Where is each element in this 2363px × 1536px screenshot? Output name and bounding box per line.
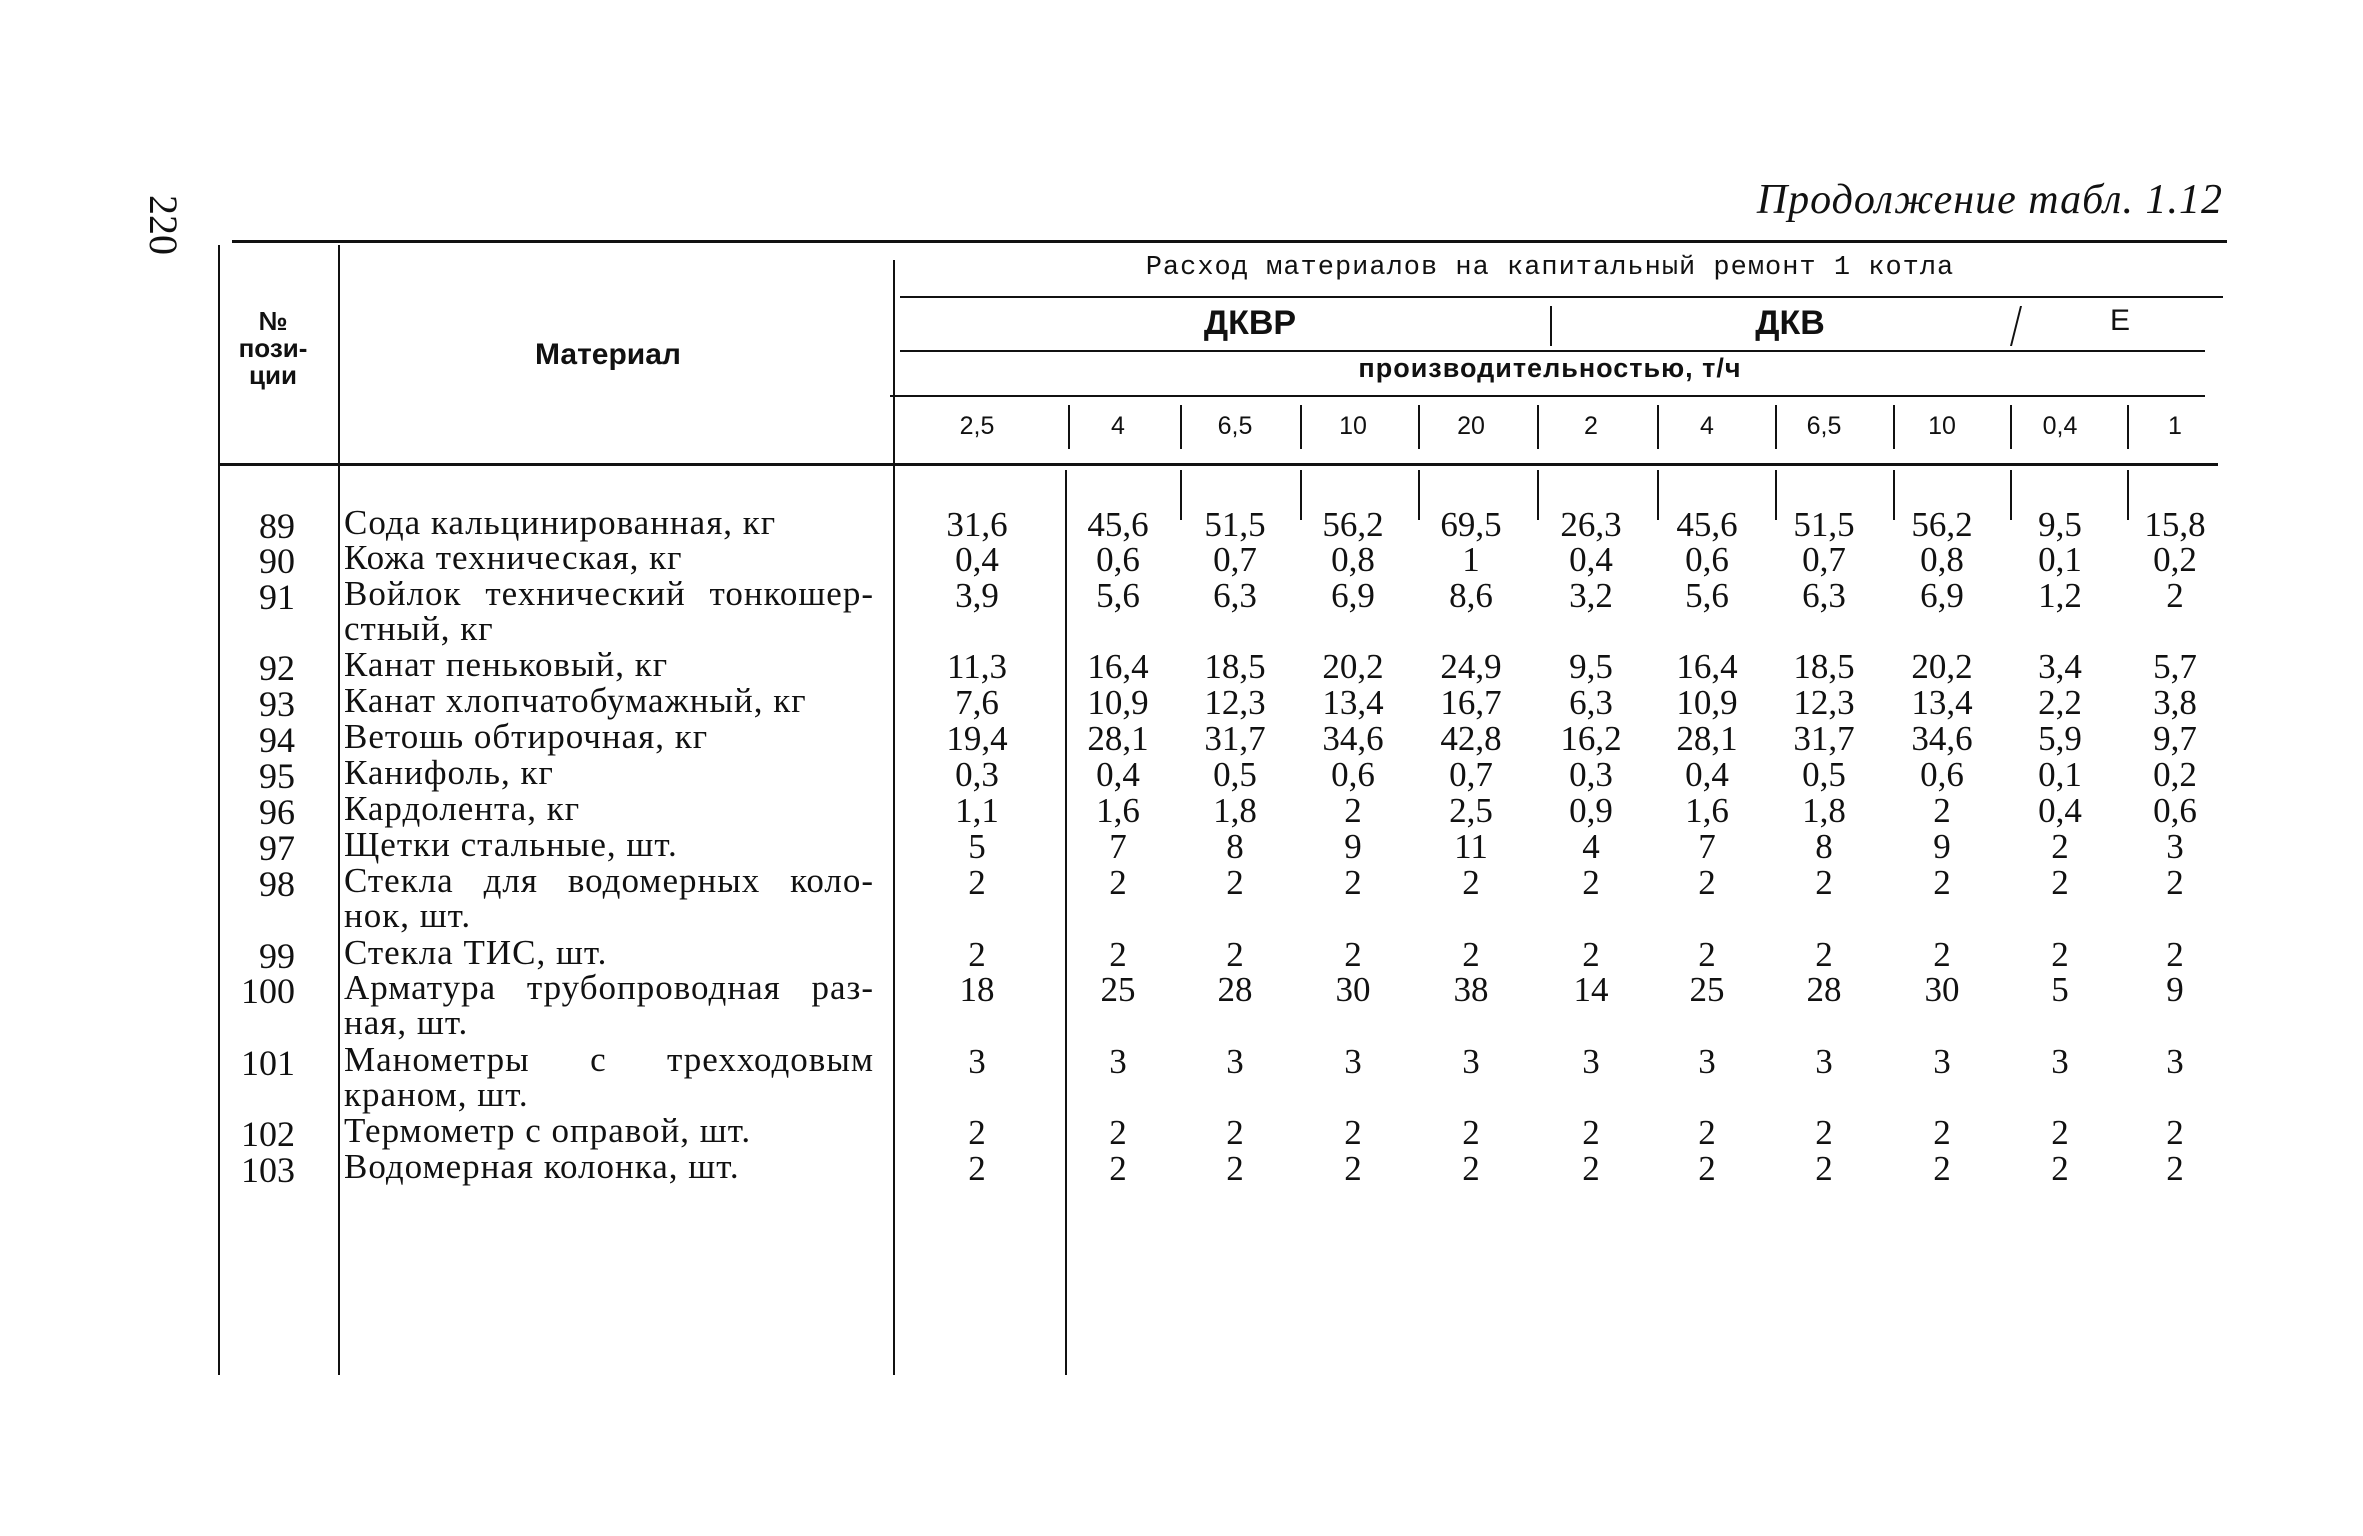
table-cell: 0,1 — [2038, 755, 2082, 794]
table-cell: 3 — [1815, 1042, 1833, 1081]
table-cell: 9 — [2166, 970, 2184, 1009]
table-cell: 0,7 — [1213, 540, 1257, 579]
row-position-number: 96 — [259, 792, 295, 832]
table-cell: 2 — [1109, 863, 1127, 902]
table-cell: 56,2 — [1322, 505, 1384, 544]
table-cell: 3 — [1933, 1042, 1951, 1081]
capacity-column-header: 4 — [1700, 412, 1714, 440]
table-cell: 3 — [2051, 1042, 2069, 1081]
row-material-line: нок, шт. — [344, 896, 472, 935]
capacity-column-header: 2 — [1584, 412, 1598, 440]
table-cell: 28 — [1217, 970, 1253, 1009]
table-cell: 1,8 — [1213, 791, 1257, 830]
table-cell: 25 — [1100, 970, 1136, 1009]
table-cell: 2 — [2166, 1113, 2184, 1152]
table-cell: 51,5 — [1793, 505, 1855, 544]
table-cell: 5,6 — [1096, 576, 1140, 615]
table-cell: 2 — [1462, 1113, 1480, 1152]
table-cell: 2 — [1698, 1149, 1716, 1188]
table-cell: 4 — [1582, 827, 1600, 866]
table-cell: 1,2 — [2038, 576, 2082, 615]
capacity-column-header: 10 — [1928, 412, 1956, 440]
table-cell: 2 — [1344, 935, 1362, 974]
table-cell: 3 — [1109, 1042, 1127, 1081]
table-cell: 2 — [1582, 935, 1600, 974]
table-cell: 2 — [1462, 1149, 1480, 1188]
row-material — [344, 827, 874, 862]
table-cell: 5 — [2051, 970, 2069, 1009]
table-cell: 8,6 — [1449, 576, 1493, 615]
table-cell: 0,8 — [1920, 540, 1964, 579]
table-cell: 2 — [1344, 863, 1362, 902]
table-cell: 2 — [1933, 1113, 1951, 1152]
column-header-divider — [1418, 405, 1420, 449]
table-cell: 9,7 — [2153, 719, 2197, 758]
table-cell: 69,5 — [1440, 505, 1502, 544]
rule — [890, 395, 2205, 397]
row-material — [344, 576, 874, 646]
row-position-number: 92 — [259, 648, 295, 688]
table-cell: 16,2 — [1560, 719, 1622, 758]
table-cell: 30 — [1924, 970, 1960, 1009]
table-cell: 51,5 — [1204, 505, 1266, 544]
table-cell: 18 — [959, 970, 995, 1009]
table-cell: 2 — [1698, 935, 1716, 974]
row-position-number: 91 — [259, 577, 295, 617]
table-cell: 3 — [1462, 1042, 1480, 1081]
table-cell: 2 — [1344, 791, 1362, 830]
row-material-line: стный, кг — [344, 609, 494, 648]
table-cell: 12,3 — [1204, 683, 1266, 722]
table-cell: 3 — [2166, 827, 2184, 866]
row-material-line: Кожа техническая, кг — [344, 538, 683, 577]
table-cell: 2 — [1933, 935, 1951, 974]
row-material — [344, 540, 874, 575]
table-cell: 45,6 — [1676, 505, 1738, 544]
table-cell: 25 — [1689, 970, 1725, 1009]
table-cell: 2 — [2166, 863, 2184, 902]
table-cell: 1,1 — [955, 791, 999, 830]
group-header-dkvr: ДКВР — [1203, 304, 1297, 342]
table-cell: 2 — [2051, 863, 2069, 902]
table-cell: 5 — [968, 827, 986, 866]
table-cell: 8 — [1226, 827, 1244, 866]
table-cell: 2,2 — [2038, 683, 2082, 722]
table-cell: 0,8 — [1331, 540, 1375, 579]
table-cell: 1,6 — [1096, 791, 1140, 830]
table-cell: 6,3 — [1569, 683, 1613, 722]
table-cell: 26,3 — [1560, 505, 1622, 544]
table-cell: 2 — [1815, 1113, 1833, 1152]
capacity-column-header: 2,5 — [959, 412, 995, 440]
table-cell: 0,1 — [2038, 540, 2082, 579]
table-cell: 2 — [1582, 1113, 1600, 1152]
table-cell: 3 — [1344, 1042, 1362, 1081]
rule — [232, 240, 2227, 243]
table-cell: 3,4 — [2038, 647, 2082, 686]
table-cell: 9 — [1344, 827, 1362, 866]
table-cell: 15,8 — [2144, 505, 2206, 544]
table-cell: 0,6 — [1096, 540, 1140, 579]
table-cell: 11,3 — [947, 647, 1007, 686]
row-material-line: Манометры с трехходовым — [344, 1040, 874, 1079]
table-cell: 3,8 — [2153, 683, 2197, 722]
table-cell: 9,5 — [2038, 505, 2082, 544]
position-header: № пози- ции — [238, 306, 308, 390]
table-cell: 8 — [1815, 827, 1833, 866]
capacity-column-header: 6,5 — [1217, 412, 1253, 440]
row-material — [344, 505, 874, 540]
table-cell: 5,6 — [1685, 576, 1729, 615]
table-cell: 6,3 — [1802, 576, 1846, 615]
table-cell: 56,2 — [1911, 505, 1973, 544]
table-cell: 3,2 — [1569, 576, 1613, 615]
row-material — [344, 935, 874, 970]
table-cell: 16,7 — [1440, 683, 1502, 722]
column-rule — [338, 245, 340, 1375]
table-cell: 3 — [968, 1042, 986, 1081]
capacity-column-header: 6,5 — [1806, 412, 1842, 440]
table-cell: 2 — [2051, 827, 2069, 866]
row-position-number: 99 — [259, 936, 295, 976]
group-divider — [1550, 306, 1552, 346]
row-material-line: Термометр с оправой, шт. — [344, 1111, 752, 1150]
table-cell: 0,5 — [1802, 755, 1846, 794]
row-position-number: 102 — [241, 1114, 295, 1154]
table-cell: 6,9 — [1920, 576, 1964, 615]
table-cell: 9,5 — [1569, 647, 1613, 686]
table-cell: 2 — [1815, 935, 1833, 974]
row-material — [344, 970, 874, 1040]
row-material — [344, 1113, 874, 1148]
table-cell: 2 — [1344, 1113, 1362, 1152]
table-cell: 1 — [1462, 540, 1480, 579]
table-cell: 2 — [1226, 863, 1244, 902]
table-cell: 2 — [2166, 576, 2184, 615]
table-cell: 1,8 — [1802, 791, 1846, 830]
table-cell: 19,4 — [946, 719, 1008, 758]
column-header-divider — [1300, 405, 1302, 449]
table-cell: 14 — [1573, 970, 1609, 1009]
table-cell: 2 — [1344, 1149, 1362, 1188]
row-material-line: Войлок технический тонкошер- — [344, 574, 874, 613]
table-cell: 7 — [1698, 827, 1716, 866]
row-material-line: Арматура трубопроводная раз- — [344, 968, 874, 1007]
table-cell: 2 — [1109, 1113, 1127, 1152]
table-cell: 0,6 — [1920, 755, 1964, 794]
table-cell: 0,7 — [1449, 755, 1493, 794]
table-cell: 7 — [1109, 827, 1127, 866]
column-rule — [893, 260, 895, 1375]
table-cell: 0,3 — [1569, 755, 1613, 794]
row-material-line: Стекла для водомерных коло- — [344, 861, 874, 900]
table-cell: 0,4 — [1685, 755, 1729, 794]
table-cell: 20,2 — [1911, 647, 1973, 686]
group-header-dkv: ДКВ — [1755, 304, 1825, 342]
table-cell: 2 — [2051, 1149, 2069, 1188]
table-cell: 2 — [1462, 863, 1480, 902]
table-cell: 2,5 — [1449, 791, 1493, 830]
row-position-number: 103 — [241, 1150, 295, 1190]
table-cell: 2 — [1582, 863, 1600, 902]
table-cell: 18,5 — [1204, 647, 1266, 686]
performance-header: производительностью, т/ч — [1358, 353, 1742, 383]
table-cell: 38 — [1453, 970, 1489, 1009]
row-material — [344, 791, 874, 826]
table-cell: 2 — [1698, 1113, 1716, 1152]
table-cell: 2 — [968, 1113, 986, 1152]
table-cell: 2 — [2051, 1113, 2069, 1152]
table-cell: 6,3 — [1213, 576, 1257, 615]
column-header-divider — [2010, 405, 2012, 449]
table-cell: 16,4 — [1676, 647, 1738, 686]
table-cell: 3 — [1226, 1042, 1244, 1081]
table-cell: 2 — [1109, 935, 1127, 974]
table-cell: 5,7 — [2153, 647, 2197, 686]
table-cell: 2 — [1698, 863, 1716, 902]
table-cell: 20,2 — [1322, 647, 1384, 686]
rule — [900, 296, 2223, 298]
row-material — [344, 1042, 874, 1112]
table-cell: 12,3 — [1793, 683, 1855, 722]
table-cell: 16,4 — [1087, 647, 1149, 686]
table-cell: 5,9 — [2038, 719, 2082, 758]
table-cell: 0,2 — [2153, 755, 2197, 794]
table-cell: 2 — [1226, 1149, 1244, 1188]
column-header-divider — [1537, 405, 1539, 449]
row-position-number: 97 — [259, 828, 295, 868]
table-cell: 0,4 — [1096, 755, 1140, 794]
column-header-divider — [1657, 405, 1659, 449]
table-cell: 31,6 — [946, 505, 1008, 544]
table-cell: 31,7 — [1793, 719, 1855, 758]
table-cell: 0,4 — [2038, 791, 2082, 830]
table-cell: 7,6 — [955, 683, 999, 722]
table-cell: 2 — [968, 935, 986, 974]
column-header-divider — [1775, 405, 1777, 449]
table-cell: 0,3 — [955, 755, 999, 794]
table-cell: 2 — [968, 1149, 986, 1188]
row-material-line: Стекла ТИС, шт. — [344, 933, 608, 972]
row-material — [344, 755, 874, 790]
table-cell: 13,4 — [1322, 683, 1384, 722]
expense-header: Расход материалов на капитальный ремонт 1 котла — [1145, 253, 1955, 283]
table-cell: 2 — [2166, 1149, 2184, 1188]
column-header-divider — [1180, 405, 1182, 449]
table-cell: 0,6 — [2153, 791, 2197, 830]
table-cell: 6,9 — [1331, 576, 1375, 615]
table-cell: 1,6 — [1685, 791, 1729, 830]
table-cell: 0,6 — [1685, 540, 1729, 579]
table-cell: 2 — [1462, 935, 1480, 974]
row-material-line: Ветошь обтирочная, кг — [344, 717, 709, 756]
table-cell: 45,6 — [1087, 505, 1149, 544]
table-cell: 0,5 — [1213, 755, 1257, 794]
table-cell: 9 — [1933, 827, 1951, 866]
group-divider — [2010, 306, 2022, 346]
rule — [218, 463, 2218, 466]
table-cell: 2 — [1109, 1149, 1127, 1188]
column-header-divider — [1068, 405, 1070, 449]
table-cell: 42,8 — [1440, 719, 1502, 758]
table-cell: 0,4 — [955, 540, 999, 579]
table-cell: 10,9 — [1676, 683, 1738, 722]
page-number: 220 — [141, 195, 186, 255]
row-position-number: 90 — [259, 541, 295, 581]
row-position-number: 89 — [259, 506, 295, 546]
table-cell: 2 — [968, 863, 986, 902]
row-position-number: 98 — [259, 864, 295, 904]
row-position-number: 94 — [259, 720, 295, 760]
table-cell: 3 — [1582, 1042, 1600, 1081]
group-header-e: Е — [2109, 304, 2130, 337]
table-cell: 2 — [1582, 1149, 1600, 1188]
row-material-line: Кардолента, кг — [344, 789, 581, 828]
table-cell: 28,1 — [1087, 719, 1149, 758]
row-material — [344, 863, 874, 933]
table-cell: 34,6 — [1322, 719, 1384, 758]
table-cell: 2 — [1815, 863, 1833, 902]
row-material-line: Сода кальцинированная, кг — [344, 503, 777, 542]
row-material-line: Канат хлопчатобумажный, кг — [344, 681, 807, 720]
table-cell: 2 — [1933, 1149, 1951, 1188]
table-cell: 0,2 — [2153, 540, 2197, 579]
row-material-line: Щетки стальные, шт. — [344, 825, 678, 864]
row-position-number: 95 — [259, 756, 295, 796]
table-cell: 28 — [1806, 970, 1842, 1009]
table-cell: 13,4 — [1911, 683, 1973, 722]
table-cell: 3,9 — [955, 576, 999, 615]
column-header-divider — [2127, 405, 2129, 449]
column-header-divider — [1893, 405, 1895, 449]
table-cell: 3 — [2166, 1042, 2184, 1081]
table-cell: 34,6 — [1911, 719, 1973, 758]
table-cell: 2 — [1815, 1149, 1833, 1188]
table-cell: 0,7 — [1802, 540, 1846, 579]
table-cell: 3 — [1698, 1042, 1716, 1081]
capacity-column-header: 0,4 — [2042, 412, 2078, 440]
capacity-column-header: 1 — [2168, 412, 2182, 440]
table-cell: 18,5 — [1793, 647, 1855, 686]
table-cell: 0,6 — [1331, 755, 1375, 794]
table-cell: 2 — [1226, 1113, 1244, 1152]
row-material — [344, 683, 874, 718]
table-cell: 11 — [1454, 827, 1488, 866]
capacity-column-header: 20 — [1457, 412, 1485, 440]
material-header: Материал — [535, 338, 681, 371]
table-cell: 24,9 — [1440, 647, 1502, 686]
row-material — [344, 1149, 874, 1184]
rule — [900, 350, 2205, 352]
row-material-line: ная, шт. — [344, 1003, 469, 1042]
table-cell: 2 — [2166, 935, 2184, 974]
row-material — [344, 719, 874, 754]
table-cell: 10,9 — [1087, 683, 1149, 722]
table-cell: 2 — [1933, 863, 1951, 902]
row-material-line: Канифоль, кг — [344, 753, 554, 792]
capacity-column-header: 10 — [1339, 412, 1367, 440]
table-cell: 31,7 — [1204, 719, 1266, 758]
row-material-line: Водомерная колонка, шт. — [344, 1147, 740, 1186]
row-material-line: краном, шт. — [344, 1075, 529, 1114]
row-material — [344, 647, 874, 682]
table-cell: 0,9 — [1569, 791, 1613, 830]
row-position-number: 101 — [241, 1043, 295, 1083]
capacity-column-header: 4 — [1111, 412, 1125, 440]
row-position-number: 93 — [259, 684, 295, 724]
table-caption: Продолжение табл. 1.12 — [1756, 177, 2223, 223]
table-cell: 30 — [1335, 970, 1371, 1009]
table-cell: 2 — [2051, 935, 2069, 974]
table-cell: 28,1 — [1676, 719, 1738, 758]
table-cell: 2 — [1226, 935, 1244, 974]
table-cell: 0,4 — [1569, 540, 1613, 579]
table-cell: 2 — [1933, 791, 1951, 830]
row-material-line: Канат пеньковый, кг — [344, 645, 669, 684]
row-position-number: 100 — [241, 971, 295, 1011]
